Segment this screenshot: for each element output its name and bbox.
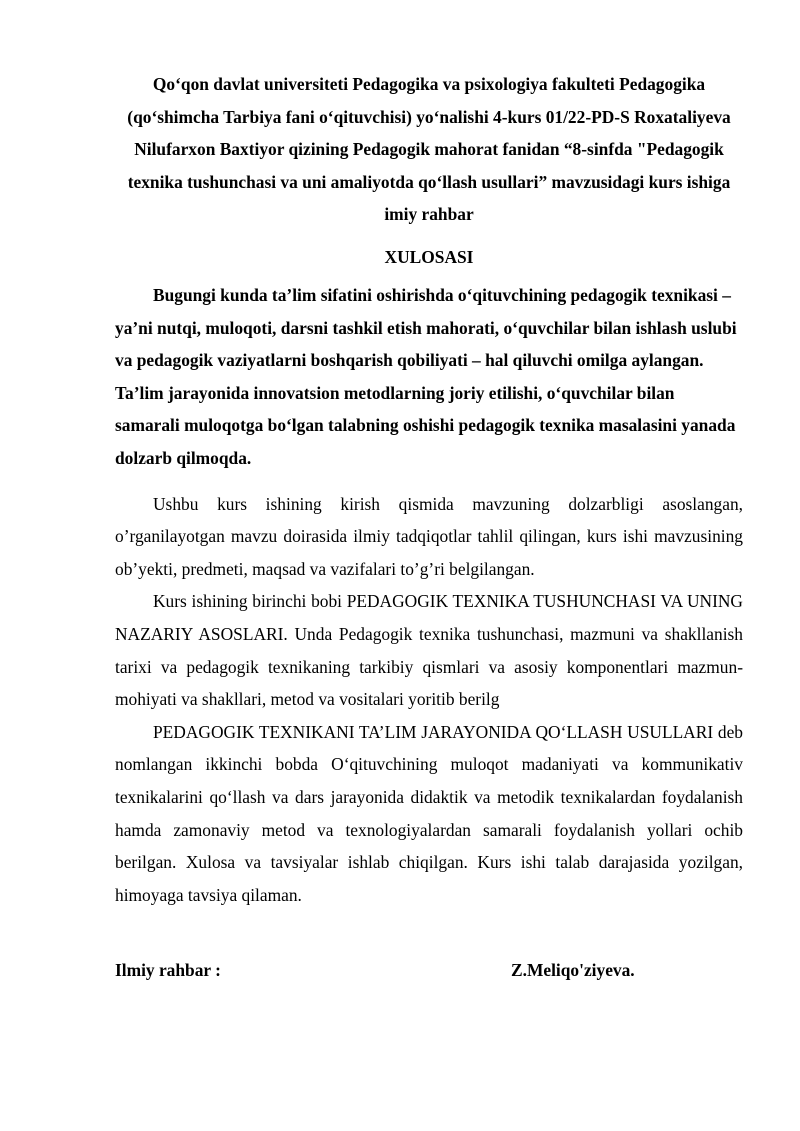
supervisor-name: Z.Meliqo'ziyeva.: [511, 960, 635, 980]
body-paragraph-3: PEDAGOGIK TEXNIKANI TA’LIM JARAYONIDA QO‘LLASH USULLARI deb nomlangan ikkinchi bobda O‘qituvchining muloqot madaniyati va kommunikativ texnikalarini qo‘llash va dars jarayonida didaktik va metodik texnikalardan foydalanish hamda zamonaviy metod va texnologiyalardan samarali foydalanish yollari ochib berilgan. Xulosa va tavsiyalar ishlab chiqilgan. Kurs ishi talab darajasida yozilgan, himoyaga tavsiya qilaman.: [115, 721, 743, 905]
conclusion-heading: XULOSASI: [384, 246, 474, 267]
document-header-title: Qo‘qon davlat universiteti Pedagogika va psixologiya fakulteti Pedagogika (qo‘shimcha Tarbiya fani o‘qituvchisi) yo‘nalishi 4-kurs 01/22-PD-S Roxataliyeva Nilufarxon Baxtiyor qizining Pedagogik mahorat fanidan “8-sinfda "Pedagogik texnika tushunchasi va uni amaliyotda qo‘llash usullari” mavzusidagi kurs ishiga imiy rahbar: [127, 74, 731, 224]
signature-row: [115, 960, 743, 994]
intro-paragraph: Bugungi kunda ta’lim sifatini oshirishda o‘qituvchining pedagogik texnikasi – ya’ni nutqi, muloqoti, darsni tashkil etish mahorati, o‘quvchilar bilan ishlash uslubi va pedagogik vaziyatlarni boshqarish qobiliyati – hal qiluvchi omilga aylangan. Ta’lim jarayonida innovatsion metodlarning joriy etilishi, o‘quvchilar bilan samarali muloqotga bo‘lgan talabning oshishi pedagogik texnika masalasini yanada dolzarb qilmoqda.: [115, 285, 737, 468]
body-paragraph-2: Kurs ishining birinchi bobi PEDAGOGIK TEXNIKA TUSHUNCHASI VA UNING NAZARIY ASOSLARI. Unda Pedagogik texnika tushunchasi, mazmuni va shakllanish tarixi va pedagogik texnikaning tarkibiy qismlari va asosiy komponentlari mazmun-mohiyati va shakllari, metod va vositalari yoritib berilg: [115, 591, 743, 710]
document-page: [115, 68, 743, 911]
supervisor-label: Ilmiy rahbar :: [115, 960, 221, 980]
body-paragraph-1: Ushbu kurs ishining kirish qismida mavzuning dolzarbligi asoslangan, o’rganilayotgan mavzu doirasida ilmiy tadqiqotlar tahlil qilingan, kurs ishi mavzusining ob’yekti, predmeti, maqsad va vazifalari to’g’ri belgilangan.: [115, 493, 743, 579]
